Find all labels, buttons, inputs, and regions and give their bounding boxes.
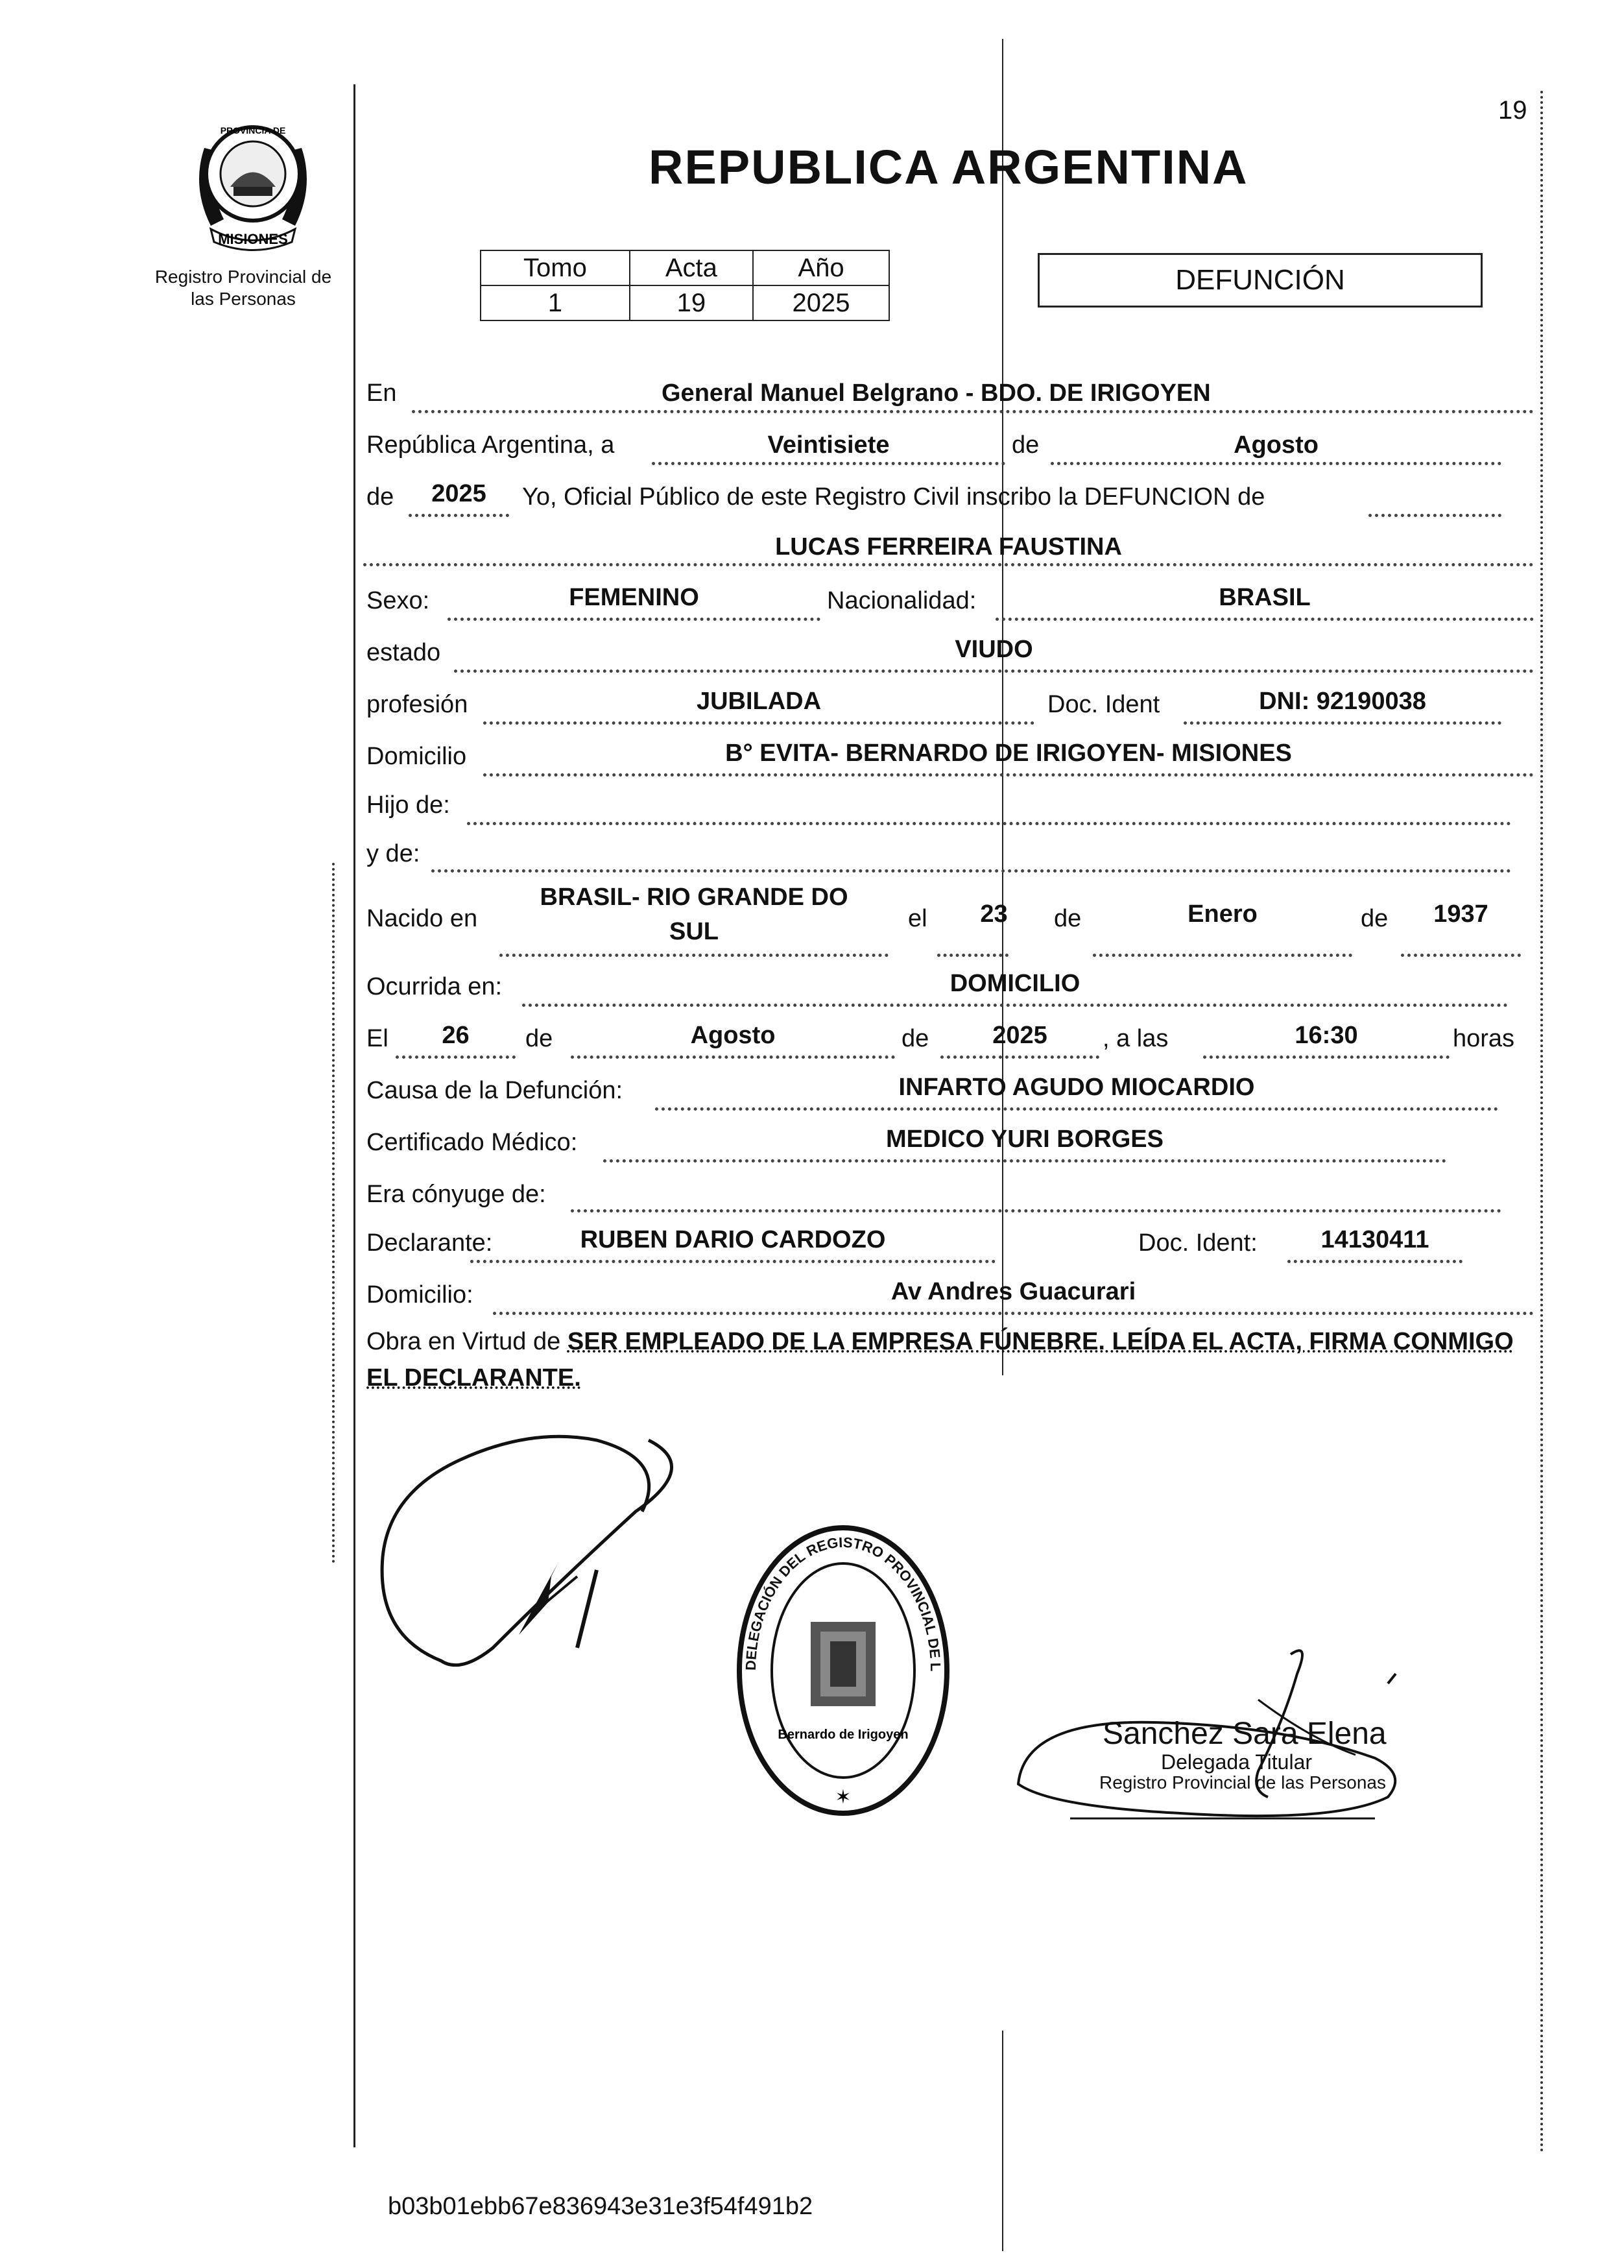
ocurrida-dots [522,1004,1508,1007]
conyuge-dots [571,1209,1501,1212]
profesion-value: JUBILADA [696,688,822,715]
obra-label: Obra en Virtud de [366,1328,561,1355]
table-header-cell: Año [753,250,889,285]
month-value: Agosto [1234,431,1319,459]
statement-text: Yo, Oficial Público de este Registro Civil inscribo la DEFUNCION de [522,483,1265,511]
nacionalidad-label: Nacionalidad: [827,587,977,614]
seal-center-text: Bernardo de Irigoyen [778,1728,909,1742]
death-month-dots [571,1056,895,1059]
page-number: 19 [1498,96,1527,125]
seal-ring-text: DELEGACIÓN DEL REGISTRO PROVINCIAL DE L [742,1534,944,1672]
month-dots [1051,462,1501,465]
right-margin-dash [1540,91,1543,2154]
nacido-label: Nacido en [366,905,478,932]
declarante-doc: 14130411 [1320,1226,1429,1253]
death-year: 2025 [992,1022,1047,1049]
death-month: Agosto [690,1022,776,1049]
tomo-value: 1 [481,285,630,320]
certificado-dots [603,1159,1446,1163]
deceased-name: LUCAS FERREIRA FAUSTINA [775,533,1122,561]
logo-ring-top: PROVINCIA DE [220,125,286,136]
day-dots [652,462,1005,465]
domicilio-dots [483,773,1534,777]
declarante-domicilio-dots [493,1312,1534,1315]
sexo-dots [448,618,820,621]
profesion-dots [483,721,1034,725]
horas-label: horas [1453,1025,1515,1052]
estado-dots [454,670,1534,673]
declarant-signature [363,1414,752,1687]
record-table-row [481,285,889,320]
republica-label: República Argentina, a [366,431,615,459]
center-fold-line-lower [1002,2031,1003,2251]
hijo-label: Hijo de: [366,791,450,819]
hijo-dots [467,822,1511,825]
causa-label: Causa de la Defunción: [366,1077,623,1104]
obra-text [366,1323,1540,1396]
el-label-2: El [366,1025,388,1052]
page-title: REPUBLICA ARGENTINA [649,140,1248,194]
table-header-cell: Acta [630,250,753,285]
registry-seal [733,1518,953,1823]
doc-dots [1184,721,1501,725]
certificado-label: Certificado Médico: [366,1129,578,1156]
day-words: Veintisiete [767,431,890,459]
conyuge-label: Era cónyuge de: [366,1181,546,1208]
causa-value: INFARTO AGUDO MIOCARDIO [898,1074,1255,1101]
birth-day-dots [937,954,1009,957]
statement-dots [1368,514,1501,517]
doc-label: Doc. Ident [1047,691,1160,718]
declarante-doc-dots [1287,1260,1463,1263]
record-table-header [481,250,889,285]
birth-month-dots [1093,954,1352,957]
nacido-place-line1: BRASIL- RIO GRANDE DO [540,884,848,911]
document-hash: b03b01ebb67e836943e31e3f54f491b2 [388,2193,813,2220]
alas-label: , a las [1103,1025,1169,1052]
death-year-dots [940,1056,1099,1059]
year-dots [409,514,509,517]
yde-dots [431,869,1511,873]
death-day: 26 [442,1022,470,1049]
de-label-3: de [1054,905,1082,932]
death-day-dots [396,1056,516,1059]
registry-label: Registro Provincial de las Personas [154,267,332,309]
de-label-4: de [1361,905,1389,932]
domicilio-value: B° EVITA- BERNARDO DE IRIGOYEN- MISIONES [725,740,1292,767]
left-margin-rule [353,84,355,2147]
de-label-5: de [525,1025,553,1052]
ocurrida-value: DOMICILIO [949,970,1081,997]
declarante-label: Declarante: [366,1229,493,1257]
causa-dots [655,1107,1498,1111]
nacido-place-line2: SUL [669,918,719,945]
en-dots [412,410,1534,413]
doc-label-2: Doc. Ident: [1138,1229,1258,1257]
official-signature [1012,1635,1414,1829]
ocurrida-label: Ocurrida en: [366,973,503,1000]
de-label: de [1012,431,1040,459]
left-margin-dash [332,863,335,1563]
birth-year-dots [1401,954,1521,957]
de-label-6: de [902,1025,929,1052]
sexo-label: Sexo: [366,587,430,614]
death-time-dots [1203,1056,1450,1059]
de-label-2: de [366,483,394,511]
el-label: el [908,905,927,932]
domicilio-label: Domicilio [366,743,467,770]
birth-day: 23 [980,900,1008,928]
name-dots [363,563,1534,566]
province-logo [185,96,321,252]
nacionalidad-value: BRASIL [1219,584,1311,611]
official-role: Delegada Titular [1161,1750,1313,1774]
estado-value: VIUDO [955,636,1033,663]
nacionalidad-dots [996,618,1534,621]
svg-text:✶: ✶ [835,1786,852,1809]
en-value: General Manuel Belgrano - BDO. DE IRIGOYEN [662,380,1211,407]
birth-month: Enero [1188,900,1258,928]
document-type-box: DEFUNCIÓN [1038,253,1483,308]
declarante-value: RUBEN DARIO CARDOZO [580,1226,886,1253]
doc-value: DNI: 92190038 [1259,688,1426,715]
table-header-cell: Tomo [481,250,630,285]
official-name: Sanchez Sara Elena [1103,1717,1387,1751]
sexo-value: FEMENINO [569,584,699,611]
logo-ring-bottom: MISIONES [218,231,288,247]
declarante-dots [470,1260,996,1263]
year-value: 2025 [431,480,486,507]
nacido-dots [499,954,889,957]
certificado-value: MEDICO YURI BORGES [886,1126,1164,1153]
profesion-label: profesión [366,691,468,718]
yde-label: y de: [366,840,420,867]
death-time: 16:30 [1295,1022,1358,1049]
obra-value: SER EMPLEADO DE LA EMPRESA FÚNEBRE. LEÍDA EL ACTA, FIRMA CONMIGO EL DECLARANTE. [366,1328,1514,1392]
birth-year: 1937 [1433,900,1488,928]
acta-value: 19 [630,285,753,320]
estado-label: estado [366,639,441,666]
domicilio-label-2: Domicilio: [366,1281,473,1309]
record-table [480,250,890,321]
en-label: En [366,380,397,407]
anio-value: 2025 [753,285,889,320]
declarante-domicilio: Av Andres Guacurari [890,1278,1136,1305]
official-office: Registro Provincial de las Personas [1099,1772,1386,1792]
